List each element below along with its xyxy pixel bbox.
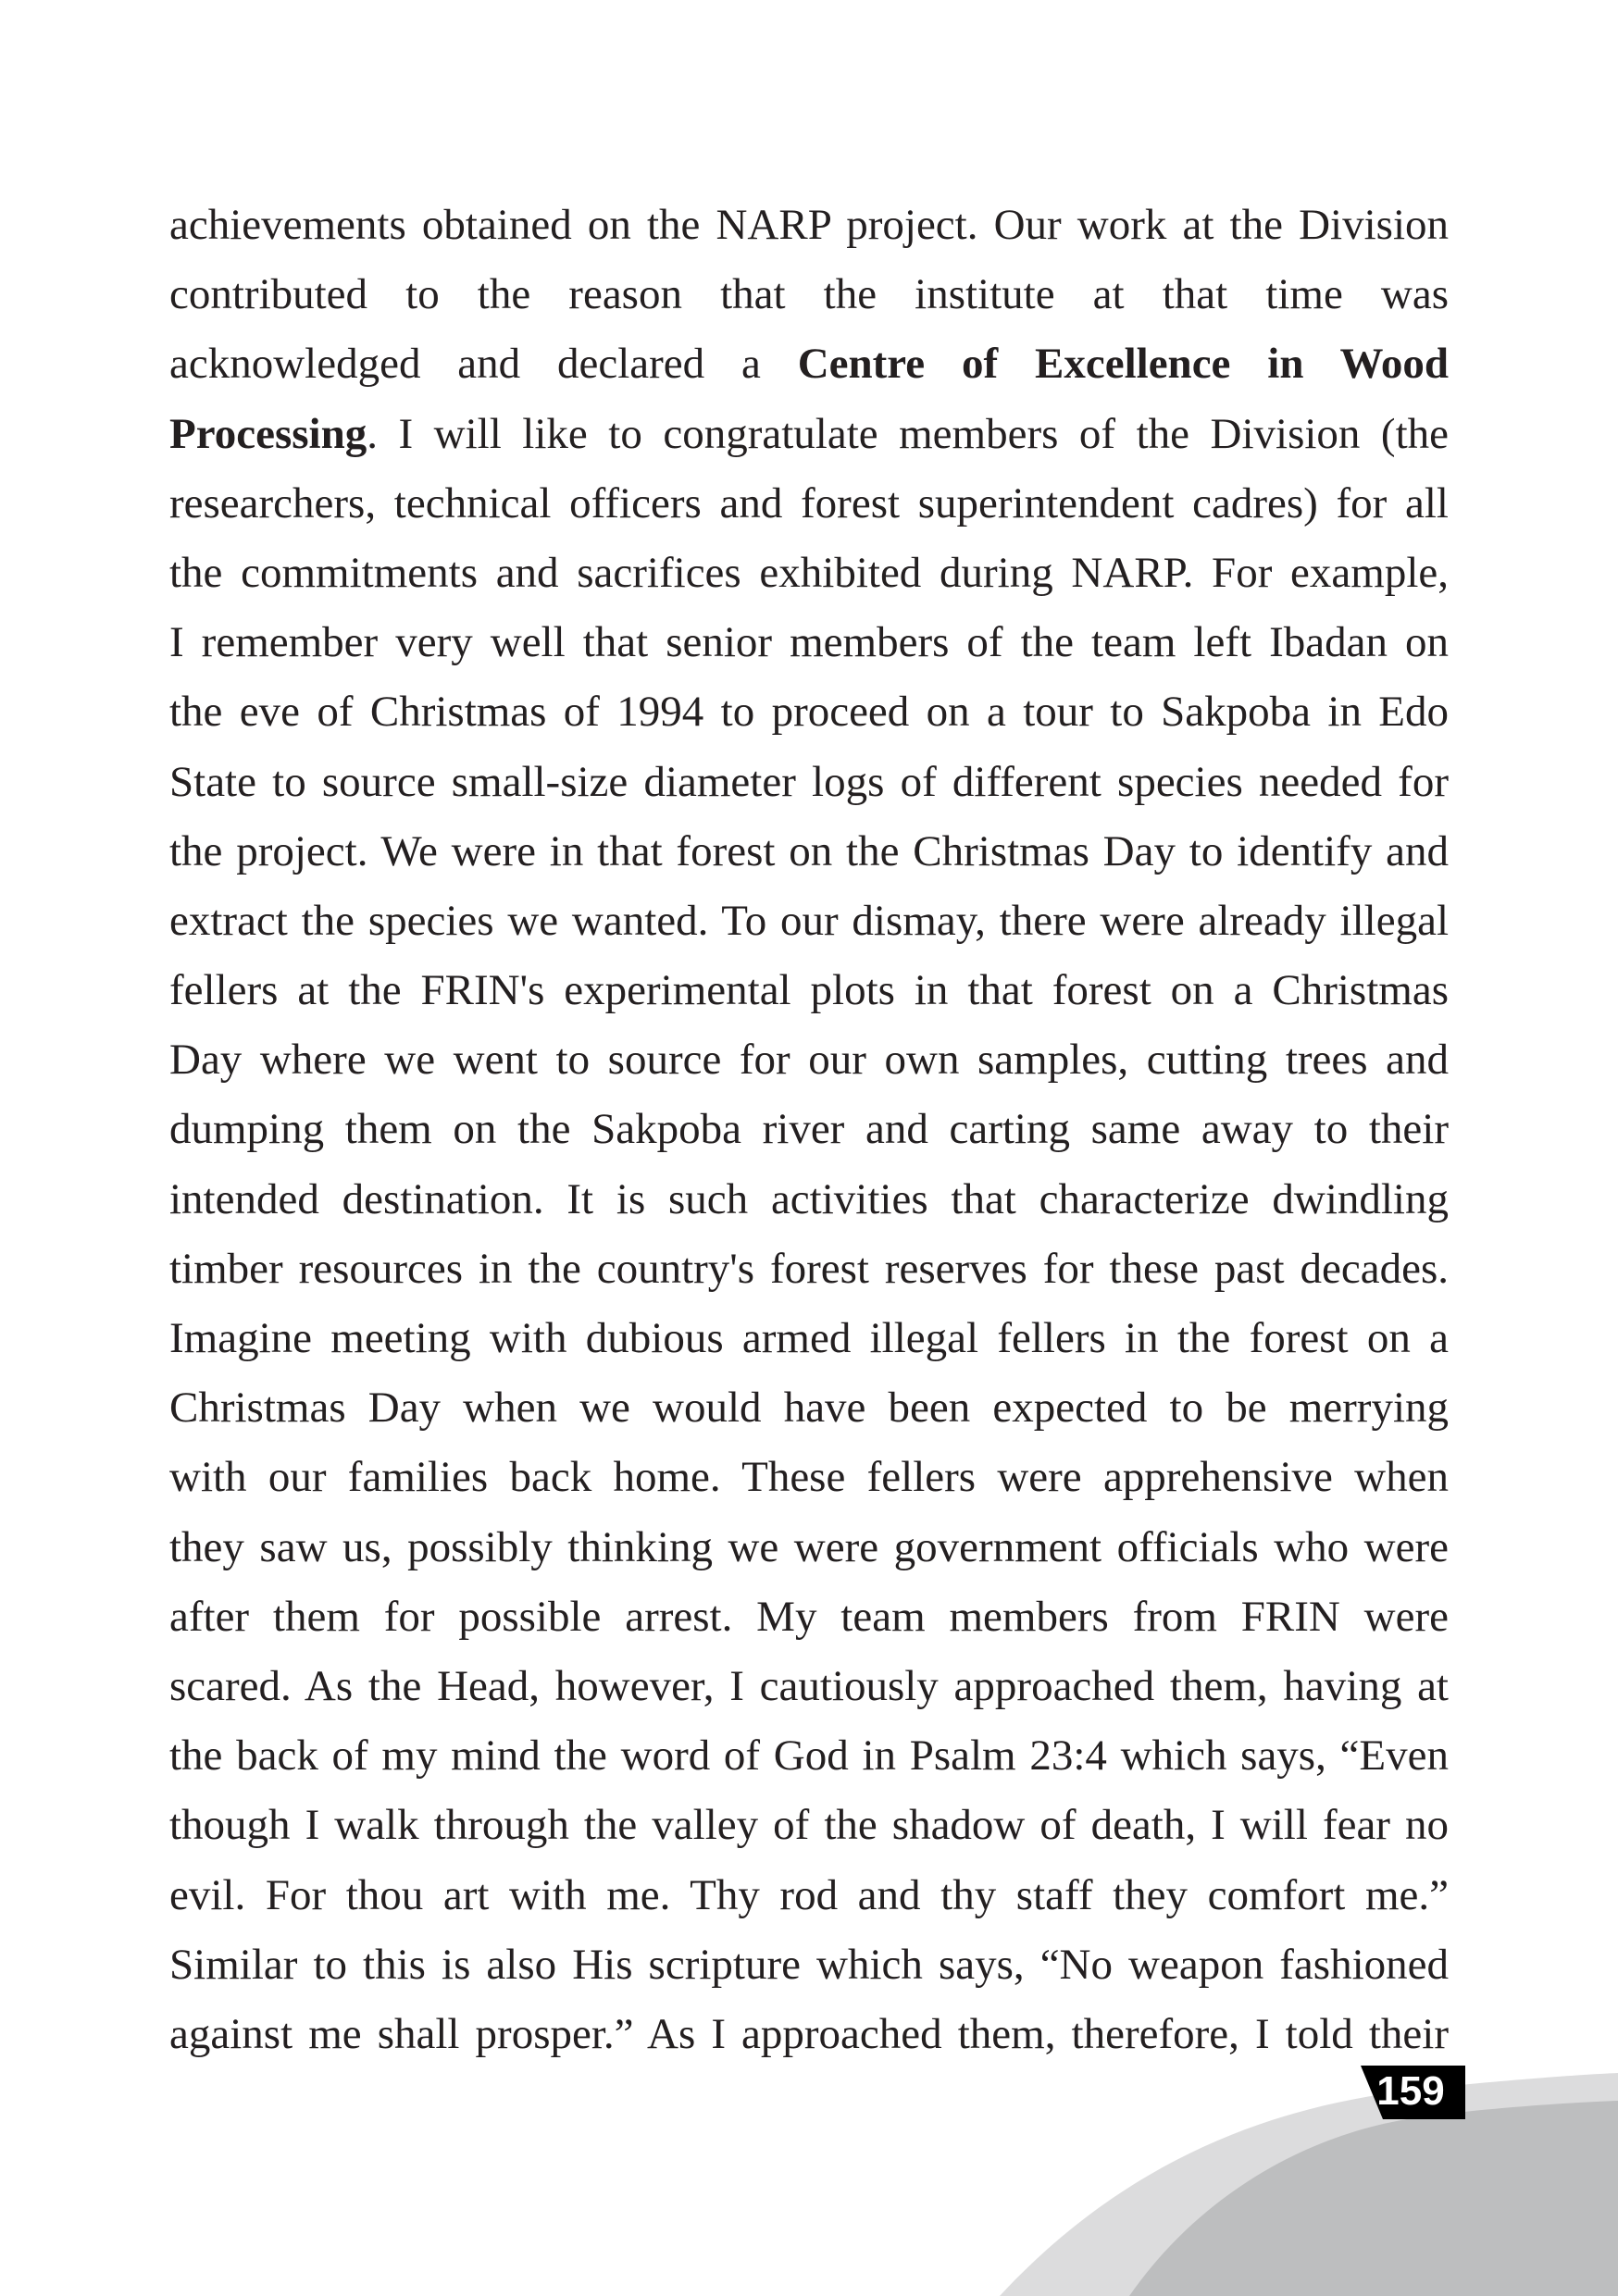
text-run: they saw us, possibly thinking we were government officials who were bbox=[169, 1522, 1449, 1571]
text-run: timber resources in the country's forest reserves for these past decades. bbox=[169, 1244, 1449, 1293]
bold-title-run: Centre of Excellence in Wood bbox=[797, 340, 1449, 389]
text-run: after them for possible arrest. My team members from FRIN were bbox=[169, 1592, 1449, 1641]
text-run: I remember very well that senior members of the team left Ibadan on bbox=[169, 618, 1449, 667]
text-run: the eve of Christmas of 1994 to proceed on a tour to Sakpoba in Edo bbox=[169, 688, 1449, 737]
text-run: contributed to the reason that the institute at that time was bbox=[169, 270, 1449, 319]
text-run: the project. We were in that forest on the Christmas Day to identify and bbox=[169, 826, 1449, 875]
text-run: fellers at the FRIN's experimental plots in that forest on a Christmas bbox=[169, 966, 1449, 1015]
text-run: Imagine meeting with dubious armed illegal fellers in the forest on a bbox=[169, 1314, 1449, 1362]
text-run: extract the species we wanted. To our dismay, there were already illegal bbox=[169, 896, 1449, 945]
text-run: the back of my mind the word of God in Psalm 23:4 which says, “Even bbox=[169, 1731, 1449, 1781]
text-run: acknowledged and declared a bbox=[169, 340, 798, 389]
text-run: State to source small-size diameter logs of different species needed for bbox=[169, 757, 1449, 806]
text-run: dumping them on the Sakpoba river and carting same away to their bbox=[169, 1105, 1449, 1154]
text-run: Similar to this is also His scripture which says, “No weapon fashioned bbox=[169, 1940, 1449, 1989]
text-run: evil. For thou art with me. Thy rod and thy staff they comfort me.” bbox=[169, 1870, 1449, 1919]
page-number: 159 bbox=[1376, 2068, 1445, 2114]
text-run: scared. As the Head, however, I cautiously approached them, having at bbox=[169, 1661, 1449, 1710]
text-run: the commitments and sacrifices exhibited during NARP. For example, bbox=[169, 548, 1449, 597]
text-run: . I will like to congratulate members of the Division (the bbox=[367, 409, 1449, 458]
text-run: against me shall prosper.” As I approached them, therefore, I told their bbox=[169, 2009, 1449, 2058]
text-run: researchers, technical officers and forest superintendent cadres) for all bbox=[169, 478, 1449, 527]
text-run: achievements obtained on the NARP project. Our work at the Division bbox=[169, 201, 1449, 249]
text-run: Day where we went to source for our own samples, cutting trees and bbox=[169, 1036, 1449, 1085]
text-run: Christmas Day when we would have been expected to be merrying bbox=[169, 1384, 1449, 1433]
text-run: intended destination. It is such activities that characterize dwindling bbox=[169, 1174, 1449, 1223]
text-run: with our families back home. These fellers were apprehensive when bbox=[169, 1453, 1449, 1502]
text-run: though I walk through the valley of the shadow of death, I will fear no bbox=[169, 1801, 1449, 1850]
bold-title-run: Processing bbox=[169, 409, 367, 458]
